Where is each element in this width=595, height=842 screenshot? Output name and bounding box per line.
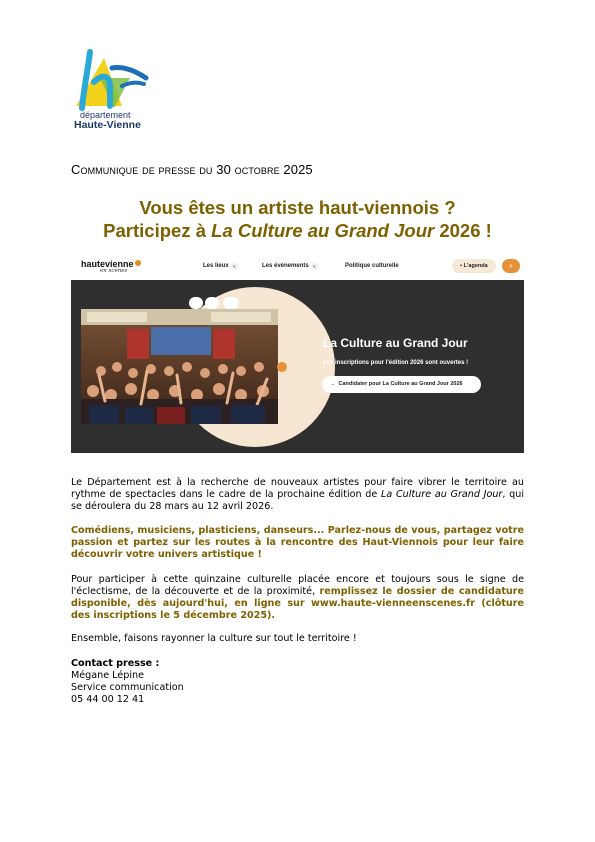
chevron-down-icon: ⌄ — [232, 263, 237, 269]
nav-item-label: Politique culturelle — [345, 263, 399, 269]
banner-title: La Culture au Grand Jour — [323, 336, 468, 350]
paragraph-intro — [71, 477, 524, 513]
logo-department-text: département — [80, 110, 131, 120]
paragraph-closing: Ensemble, faisons rayonner la culture sur tout le territoire ! — [71, 633, 357, 644]
page-title — [40, 196, 555, 242]
title-line-2-suffix: 2026 ! — [439, 220, 492, 241]
arrow-right-icon: → — [330, 381, 336, 387]
nav-item-label: Les lieux — [203, 263, 229, 269]
intro-text-italic: La Culture au Grand Jour — [381, 489, 503, 500]
title-line-1: Vous êtes un artiste haut-viennois ? — [139, 197, 456, 218]
press-day: 30 — [216, 162, 231, 177]
press-year: 2025 — [283, 162, 313, 177]
haute-vienne-logo-icon — [70, 48, 160, 118]
contact-name: Mégane Lépine — [71, 670, 144, 681]
department-logo — [70, 48, 160, 138]
website-navbar — [71, 253, 524, 280]
audience-photo-image — [81, 309, 278, 424]
title-line-2-prefix: Participez à — [103, 220, 206, 241]
website-banner — [71, 280, 524, 453]
title-line-2 — [40, 219, 555, 242]
contact-service: Service communication — [71, 682, 184, 693]
application-highlight: remplissez le dossier de candidature disponible, dès aujourd'hui, en ligne sur www.haute-vienneenscenes.fr (clôture des inscriptions le 5 décembre 2025). — [71, 586, 524, 621]
press-release-date — [71, 162, 313, 177]
audience-photo — [81, 309, 278, 424]
chevron-down-icon: ⌄ — [312, 263, 317, 269]
contact-phone: 05 44 00 12 41 — [71, 694, 145, 705]
banner-pill — [223, 297, 239, 309]
website-brand-name: hautevienne — [81, 259, 134, 269]
apply-button[interactable] — [322, 376, 481, 393]
banner-subtitle: Les inscriptions pour l'édition 2026 sont ouvertes ! — [323, 360, 469, 366]
nav-item-lieux[interactable] — [203, 263, 238, 270]
nav-item-politique[interactable] — [345, 263, 399, 269]
paragraph-call-to-artists: Comédiens, musiciens, plasticiens, danseurs... Parlez-nous de vous, partagez votre passion et partez sur les routes à la rencontre des Haut-Viennois pour leur faire découvrir votre univers artistique ! — [71, 525, 524, 560]
brand-dot-icon — [135, 260, 141, 266]
press-contact — [71, 658, 184, 706]
press-prefix: Communique de presse du — [71, 162, 213, 177]
search-icon: ⌕ — [509, 262, 513, 270]
logo-haute-vienne-text: Haute-Vienne — [74, 119, 141, 132]
intro-text-a: Le Département est à la recherche de nouveaux artistes pour faire vibrer le territoire au rythme de spectacles dans le cadre de la prochaine édition de — [71, 477, 524, 500]
application-text: Pour participer à cette quinzaine culturelle placée encore et toujours sous le signe de l'éclectisme, de la découverte et de la proximité, — [71, 574, 524, 597]
nav-item-label: Les événements — [262, 263, 309, 269]
apply-button-label: Candidater pour La Culture au Grand Jour 2026 — [338, 381, 463, 387]
agenda-label: L'agenda — [463, 263, 488, 269]
agenda-button[interactable]: ▪ L'agenda — [452, 259, 496, 273]
banner-pill — [205, 297, 219, 309]
title-line-2-italic: La Culture au Grand Jour — [211, 220, 435, 241]
banner-pill — [189, 297, 203, 309]
website-screenshot — [71, 253, 524, 453]
paragraph-application — [71, 574, 524, 622]
search-button[interactable] — [502, 259, 520, 273]
nav-item-evenements[interactable] — [262, 263, 318, 270]
intro-text-b: , qui se déroulera du 28 mars au 12 avril 2026. — [71, 489, 524, 512]
banner-orange-dot — [277, 362, 287, 372]
contact-heading: Contact presse : — [71, 658, 160, 669]
press-month: octobre — [234, 162, 280, 177]
website-brand-sub: en scènes — [100, 268, 128, 274]
